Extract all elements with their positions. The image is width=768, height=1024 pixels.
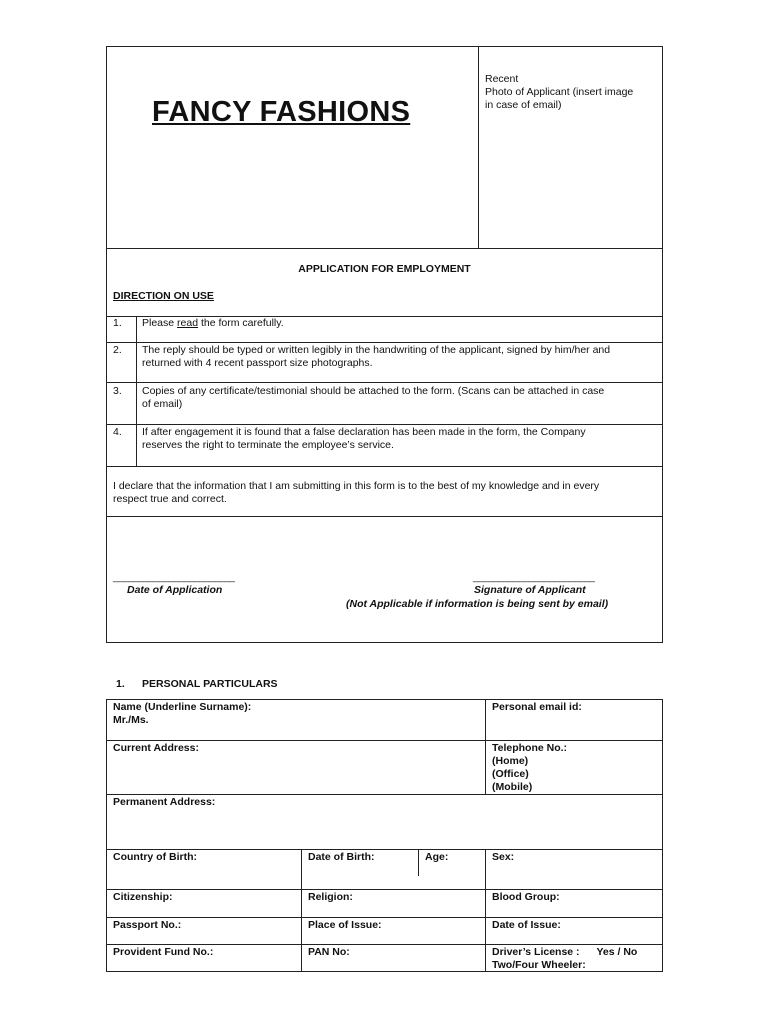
current-address-cell[interactable]: Current Address: <box>113 742 199 754</box>
direction-line: If after engagement it is found that a false declaration has been made in the form, the Company <box>142 426 586 438</box>
pan-no-cell[interactable]: PAN No: <box>308 946 350 958</box>
direction-line: of email) <box>142 398 183 410</box>
email-cell[interactable]: Personal email id: <box>492 701 582 713</box>
declaration-text <box>113 480 658 506</box>
direction-rule <box>106 342 663 343</box>
photo-line-3: in case of email) <box>485 99 562 111</box>
direction-text-pre: Please <box>142 317 178 329</box>
date-of-birth-cell[interactable]: Date of Birth: <box>308 851 375 863</box>
home-phone-label: (Home) <box>492 755 529 767</box>
photo-placeholder[interactable] <box>485 73 660 112</box>
direction-line: Copies of any certificate/testimonial should be attached to the form. (Scans can be attached in case <box>142 385 605 397</box>
direction-line: The reply should be typed or written legibly in the handwriting of the applicant, signed by him/her and <box>142 344 611 356</box>
section-number: 1. <box>116 678 125 690</box>
read-link[interactable]: read <box>177 317 199 329</box>
direction-text-post: the form carefully. <box>198 317 284 329</box>
direction-line: returned with 4 recent passport size photographs. <box>142 357 373 369</box>
email-note: (Not Applicable if information is being sent by email) <box>346 598 609 610</box>
direction-line: reserves the right to terminate the employee’s service. <box>142 439 394 451</box>
photo-line-2: Photo of Applicant (insert image <box>485 86 634 98</box>
section-title: PERSONAL PARTICULARS <box>142 678 278 690</box>
blood-group-cell[interactable]: Blood Group: <box>492 891 560 903</box>
declaration-rule <box>106 516 663 517</box>
direction-rule <box>106 466 663 467</box>
direction-num: 1. <box>113 317 122 329</box>
direction-text-3 <box>142 385 658 411</box>
direction-rule <box>106 424 663 425</box>
table-col-divider <box>485 699 486 794</box>
drivers-license-label: Driver’s License : <box>492 946 580 958</box>
sex-cell[interactable]: Sex: <box>492 851 515 863</box>
table-rule <box>106 944 663 945</box>
provident-fund-cell[interactable]: Provident Fund No.: <box>113 946 214 958</box>
passport-no-cell[interactable]: Passport No.: <box>113 919 182 931</box>
date-of-application-line[interactable]: ________________________ <box>113 572 235 583</box>
direction-text-4 <box>142 426 658 452</box>
photo-line-1: Recent <box>485 73 519 85</box>
direction-num: 3. <box>113 385 122 397</box>
company-name: FANCY FASHIONS <box>152 96 411 128</box>
country-of-birth-cell[interactable]: Country of Birth: <box>113 851 197 863</box>
telephone-cell[interactable] <box>492 742 567 794</box>
name-cell[interactable] <box>113 701 251 727</box>
table-col-divider <box>485 849 486 972</box>
declaration-line: respect true and correct. <box>113 493 227 505</box>
directions-heading: DIRECTION ON USE <box>113 290 214 302</box>
table-rule <box>106 740 663 741</box>
form-title: APPLICATION FOR EMPLOYMENT <box>298 263 471 275</box>
direction-num: 2. <box>113 344 122 356</box>
direction-rule <box>106 382 663 383</box>
place-of-issue-cell[interactable]: Place of Issue: <box>308 919 382 931</box>
salutation-label: Mr./Ms. <box>113 714 149 726</box>
telephone-label: Telephone No.: <box>492 742 568 754</box>
yes-no-option[interactable]: Yes / No <box>596 946 638 958</box>
name-label: Name (Underline Surname): <box>113 701 252 713</box>
direction-num-divider <box>136 316 137 466</box>
direction-text-1 <box>142 317 284 330</box>
signature-line[interactable]: ________________________ <box>473 572 595 583</box>
table-rule <box>106 794 663 795</box>
permanent-address-cell[interactable]: Permanent Address: <box>113 796 216 808</box>
age-cell[interactable]: Age: <box>425 851 449 863</box>
table-rule <box>106 889 663 890</box>
religion-cell[interactable]: Religion: <box>308 891 353 903</box>
wheeler-label: Two/Four Wheeler: <box>492 959 586 971</box>
table-col-divider <box>418 849 419 876</box>
header-bottom-rule <box>106 248 663 249</box>
date-of-issue-cell[interactable]: Date of Issue: <box>492 919 561 931</box>
declaration-line: I declare that the information that I am submitting in this form is to the best of my knowledge and in every <box>113 480 600 492</box>
mobile-phone-label: (Mobile) <box>492 781 533 793</box>
direction-text-2 <box>142 344 658 370</box>
drivers-license-cell[interactable] <box>492 946 660 972</box>
direction-num: 4. <box>113 426 122 438</box>
date-of-application-label: Date of Application <box>127 584 223 596</box>
photo-divider <box>478 46 479 249</box>
table-rule <box>106 917 663 918</box>
citizenship-cell[interactable]: Citizenship: <box>113 891 173 903</box>
table-rule <box>106 849 663 850</box>
table-col-divider <box>301 849 302 972</box>
signature-label: Signature of Applicant <box>474 584 586 596</box>
office-phone-label: (Office) <box>492 768 529 780</box>
